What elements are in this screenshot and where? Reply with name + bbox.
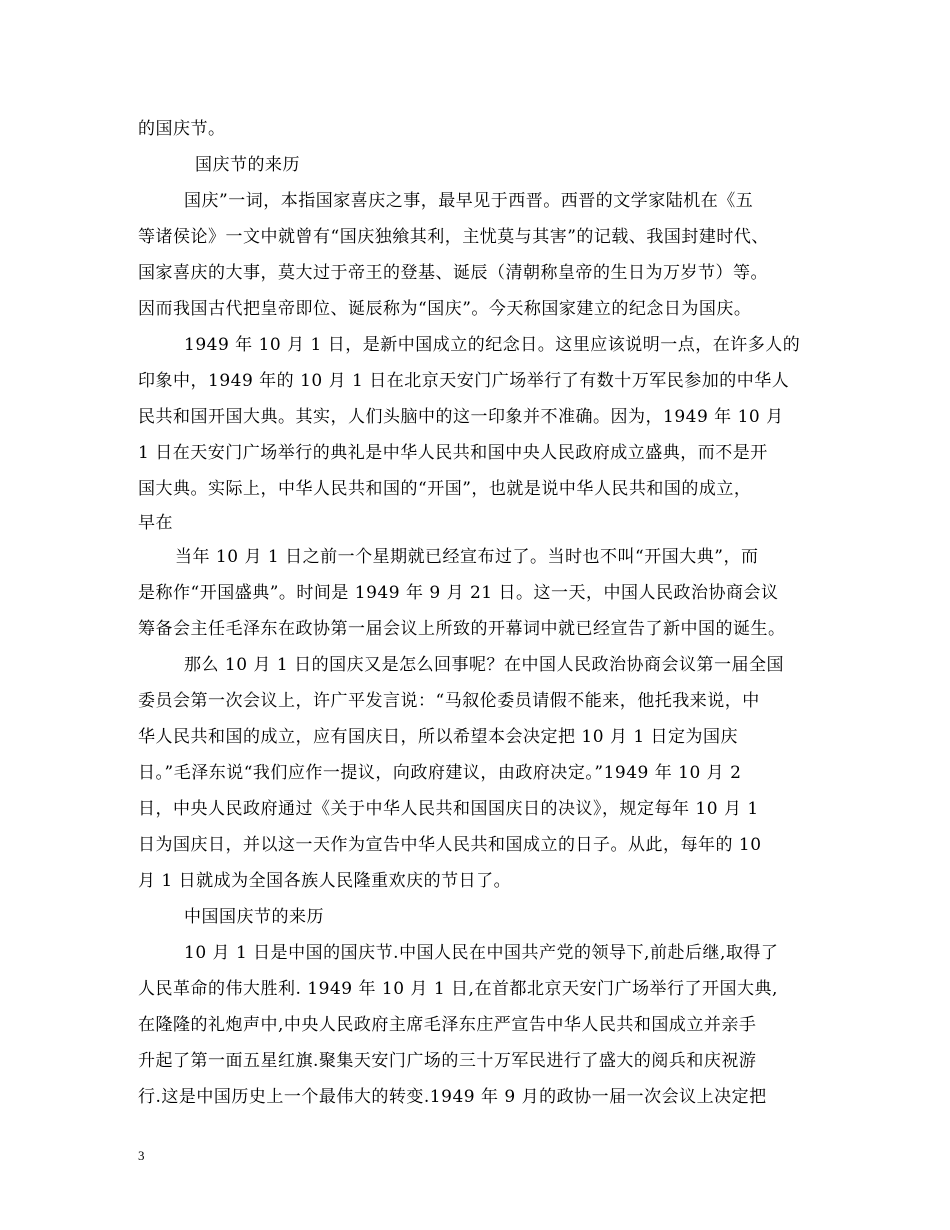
text-line: 国家喜庆的大事，莫大过于帝王的登基、诞辰（清朝称皇帝的生日为万岁节）等。 bbox=[138, 263, 768, 283]
text-line: 国庆”一词，本指国家喜庆之事，最早见于西晋。西晋的文学家陆机在《五 bbox=[184, 191, 754, 211]
text-line: 行.这是中国历史上一个最伟大的转变.1949 年 9 月的政协一届一次会议上决定把 bbox=[138, 1087, 767, 1107]
text-line: 人民革命的伟大胜利. 1949 年 10 月 1 日,在首都北京天安门广场举行了开国大典, bbox=[138, 979, 778, 999]
section-heading: 中国国庆节的来历 bbox=[184, 907, 324, 927]
text-line: 是称作“开国盛典”。时间是 1949 年 9 月 21 日。这一天，中国人民政治协商会议 bbox=[138, 583, 779, 603]
text-line: 筹备会主任毛泽东在政协第一届会议上所致的开幕词中就已经宣告了新中国的诞生。 bbox=[138, 619, 786, 639]
text-line: 民共和国开国大典。其实，人们头脑中的这一印象并不准确。因为，1949 年 10 月 bbox=[138, 407, 784, 427]
text-line: 等诸侯论》一文中就曾有“国庆独飨其利，主忧莫与其害”的记载、我国封建时代、 bbox=[138, 227, 769, 247]
text-line: 华人民共和国的成立，应有国庆日，所以希望本会决定把 10 月 1 日定为国庆 bbox=[138, 727, 739, 747]
text-line: 那么 10 月 1 日的国庆又是怎么回事呢？在中国人民政治协商会议第一届全国 bbox=[184, 655, 785, 675]
text-line: 月 1 日就成为全国各族人民隆重欢庆的节日了。 bbox=[138, 871, 512, 891]
text-line: 因而我国古代把皇帝即位、诞辰称为“国庆”。今天称国家建立的纪念日为国庆。 bbox=[138, 299, 752, 319]
text-line: 日，中央人民政府通过《关于中华人民共和国国庆日的决议》，规定每年 10 月 1 bbox=[138, 799, 759, 819]
text-line: 日为国庆日，并以这一天作为宣告中华人民共和国成立的日子。从此，每年的 10 bbox=[138, 835, 762, 855]
text-line: 在隆隆的礼炮声中,中央人民政府主席毛泽东庄严宣告中华人民共和国成立并亲手 bbox=[138, 1015, 757, 1035]
text-line: 1 日在天安门广场举行的典礼是中华人民共和国中央人民政府成立盛典，而不是开 bbox=[138, 443, 768, 463]
section-heading: 国庆节的来历 bbox=[195, 155, 300, 175]
text-line: 的国庆节。 bbox=[138, 119, 226, 139]
text-line: 国大典。实际上，中华人民共和国的“开国”，也就是说中华人民共和国的成立， bbox=[138, 479, 752, 499]
text-line: 10 月 1 日是中国的国庆节.中国人民在中国共产党的领导下,前赴后继,取得了 bbox=[184, 943, 779, 963]
text-line: 日。”毛泽东说“我们应作一提议，向政府建议，由政府决定。”1949 年 10 月 2 bbox=[138, 763, 742, 783]
text-line: 早在 bbox=[138, 513, 173, 533]
page-number: 3 bbox=[138, 1148, 145, 1163]
text-line: 委员会第一次会议上，许广平发言说：“马叙伦委员请假不能来，他托我来说，中 bbox=[138, 691, 760, 711]
text-line: 当年 10 月 1 日之前一个星期就已经宣布过了。当时也不叫“开国大典”，而 bbox=[175, 547, 759, 567]
text-line: 1949 年 10 月 1 日，是新中国成立的纪念日。这里应该说明一点，在许多人的 bbox=[184, 335, 801, 355]
text-line: 升起了第一面五星红旗.聚集天安门广场的三十万军民进行了盛大的阅兵和庆祝游 bbox=[138, 1051, 757, 1071]
text-line: 印象中，1949 年的 10 月 1 日在北京天安门广场举行了有数十万军民参加的中华人 bbox=[138, 371, 790, 391]
